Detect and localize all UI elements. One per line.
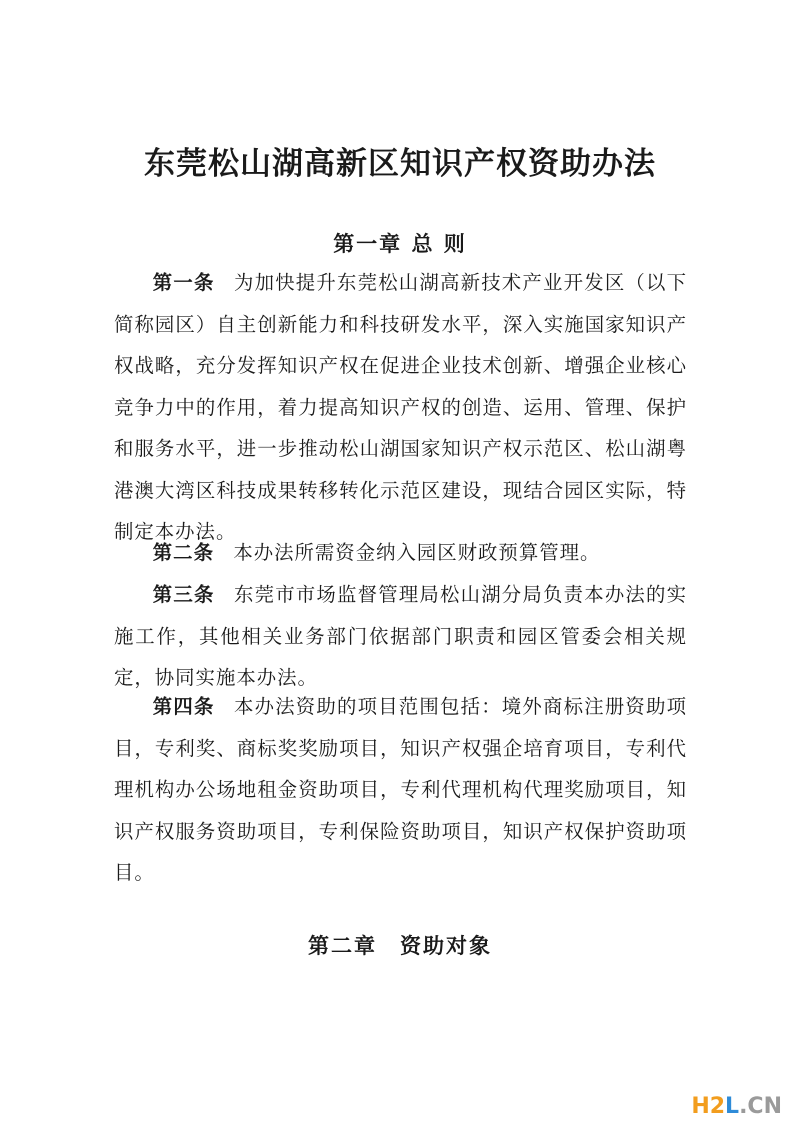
chapter-2-heading: 第二章 资助对象 — [308, 934, 492, 958]
article-4-label: 第四条 — [152, 695, 215, 718]
article-4 — [114, 686, 687, 894]
watermark-part-cn: .CN — [739, 1094, 782, 1119]
article-3-text: 东莞市市场监督管理局松山湖分局负责本办法的实施工作，其他相关业务部门依据部门职责和园区管委会相关规定，协同实施本办法。 — [114, 583, 688, 689]
article-2-text: 本办法所需资金纳入园区财政预算管理。 — [233, 541, 601, 564]
article-2 — [114, 532, 687, 574]
article-2-label: 第二条 — [152, 541, 214, 564]
article-1-label: 第一条 — [152, 271, 215, 294]
article-1-text: 为加快提升东莞松山湖高新技术产业开发区（以下简称园区）自主创新能力和科技研发水平，深入实施国家知识产权战略，充分发挥知识产权在促进企业技术创新、增强企业核心竞争力中的作用，着力提高知识产权的创造、运用、管理、保护和服务水平，进一步推动松山湖国家知识产权示范区、松山湖粤港澳大湾区科技成果转移转化示范区建设，现结合园区实际，特制定本办法。 — [114, 271, 688, 543]
site-watermark-logo — [691, 1094, 782, 1119]
article-4-text: 本办法资助的项目范围包括：境外商标注册资助项目，专利奖、商标奖奖励项目，知识产权强企培育项目，专利代理机构办公场地租金资助项目，专利代理机构代理奖励项目，知识产权服务资助项目，专利保险资助项目，知识产权保护资助项目。 — [114, 695, 688, 884]
article-1 — [114, 262, 687, 553]
article-3 — [114, 574, 687, 699]
watermark-part-l: L — [725, 1094, 740, 1119]
chapter-1-heading: 第一章 总 则 — [333, 232, 467, 256]
watermark-part-h2: H2 — [691, 1094, 726, 1119]
document-title: 东莞松山湖高新区知识产权资助办法 — [144, 146, 656, 182]
article-3-label: 第三条 — [152, 583, 215, 606]
